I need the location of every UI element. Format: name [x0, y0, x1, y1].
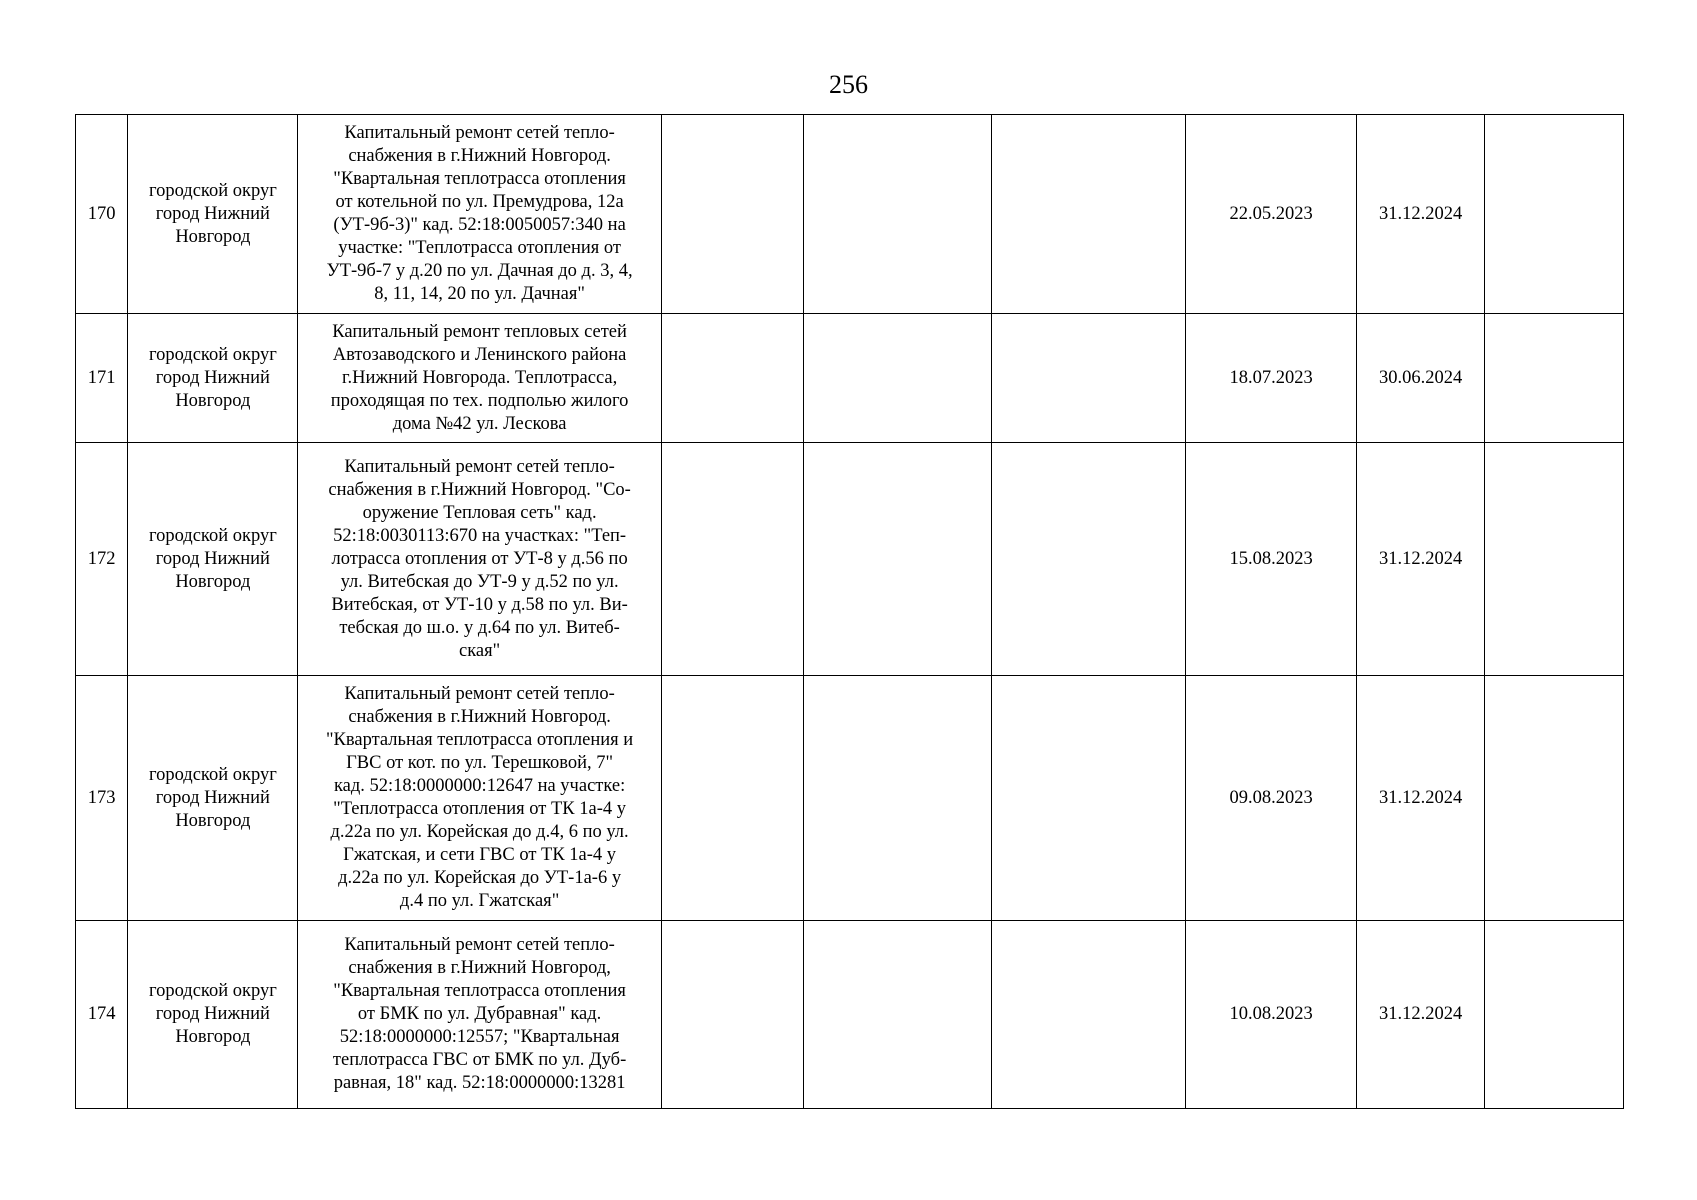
empty-cell: [991, 115, 1185, 314]
municipality-line: город Нижний: [155, 548, 270, 569]
description-line: д.4 по ул. Гжатская": [399, 891, 560, 911]
start-date-cell: 18.07.2023: [1186, 314, 1357, 443]
description-line: Автозаводского и Ленинского района: [332, 344, 627, 365]
municipality-line: город Нижний: [155, 367, 270, 388]
description-line: равная, 18" кад. 52:18:0000000:13281: [333, 1073, 626, 1093]
description-line: Капитальный ремонт сетей тепло-: [344, 684, 615, 704]
row-number-cell: 172: [76, 443, 128, 676]
description-cell: [298, 676, 661, 921]
end-date-cell: 30.06.2024: [1357, 314, 1485, 443]
description-line: участке: "Теплотрасса отопления от: [338, 238, 621, 258]
municipality-line: городской округ: [148, 981, 277, 1001]
description-line: "Квартальная теплотрасса отопления: [333, 981, 626, 1001]
table-row: [76, 676, 1624, 921]
end-date-cell: 31.12.2024: [1357, 676, 1485, 921]
empty-cell: [1485, 443, 1624, 676]
start-date-cell: 22.05.2023: [1186, 115, 1357, 314]
empty-cell: [661, 443, 803, 676]
municipality-line: городской округ: [148, 344, 277, 365]
end-date-cell: 31.12.2024: [1357, 443, 1485, 676]
table-body: [76, 115, 1624, 1109]
description-line: кад. 52:18:0000000:12647 на участке:: [333, 776, 626, 796]
table-row: [76, 443, 1624, 676]
empty-cell: [661, 115, 803, 314]
description-line: снабжения в г.Нижний Новгород.: [348, 707, 611, 727]
description-line: д.22а по ул. Корейская до д.4, 6 по ул.: [330, 822, 629, 842]
description-line: г.Нижний Новгорода. Теплотрасса,: [341, 367, 618, 388]
empty-cell: [991, 443, 1185, 676]
description-line: оружение Тепловая сеть" кад.: [362, 502, 597, 523]
start-date-cell: 10.08.2023: [1186, 921, 1357, 1109]
description-line: Капитальный ремонт сетей тепло-: [344, 123, 615, 143]
capital-repair-table: [75, 114, 1624, 1109]
row-number-cell: 171: [76, 314, 128, 443]
start-date-cell: 09.08.2023: [1186, 676, 1357, 921]
municipality-line: город Нижний: [155, 203, 270, 224]
empty-cell: [1485, 921, 1624, 1109]
description-cell: [298, 921, 661, 1109]
end-date-cell: 31.12.2024: [1357, 115, 1485, 314]
description-line: Капитальный ремонт тепловых сетей: [332, 321, 627, 342]
description-line: Капитальный ремонт сетей тепло-: [344, 456, 615, 477]
municipality-line: Новгород: [175, 226, 251, 247]
description-line: д.22а по ул. Корейская до УТ-1а-6 у: [338, 868, 622, 888]
empty-cell: [1485, 676, 1624, 921]
empty-cell: [661, 676, 803, 921]
description-line: ГВС от кот. по ул. Терешковой, 7": [346, 753, 614, 773]
empty-cell: [1485, 115, 1624, 314]
table-row: [76, 314, 1624, 443]
description-line: тебская до ш.о. у д.64 по ул. Витеб-: [339, 617, 620, 638]
row-number-cell: 173: [76, 676, 128, 921]
municipality-line: городской округ: [148, 180, 277, 201]
municipality-line: Новгород: [175, 571, 251, 592]
municipality-line: город Нижний: [155, 1004, 270, 1024]
description-line: снабжения в г.Нижний Новгород. "Со-: [328, 479, 631, 500]
table-row: [76, 921, 1624, 1109]
description-line: проходящая по тех. подполью жилого: [330, 390, 629, 411]
description-line: УТ-9б-7 у д.20 по ул. Дачная до д. 3, 4,: [326, 261, 633, 281]
row-number-cell: 170: [76, 115, 128, 314]
description-line: "Теплотрасса отопления от ТК 1а-4 у: [333, 799, 627, 819]
empty-cell: [991, 314, 1185, 443]
municipality-cell: [128, 314, 298, 443]
description-line: "Квартальная теплотрасса отопления: [333, 169, 626, 189]
empty-cell: [991, 921, 1185, 1109]
empty-cell: [991, 676, 1185, 921]
end-date-cell: 31.12.2024: [1357, 921, 1485, 1109]
description-cell: [298, 314, 661, 443]
description-line: 8, 11, 14, 20 по ул. Дачная": [374, 284, 585, 304]
municipality-cell: [128, 676, 298, 921]
description-line: лотрасса отопления от УТ-8 у д.56 по: [331, 548, 628, 569]
start-date-cell: 15.08.2023: [1186, 443, 1357, 676]
empty-cell: [803, 921, 991, 1109]
municipality-cell: [128, 921, 298, 1109]
description-line: теплотрасса ГВС от БМК по ул. Дуб-: [332, 1050, 627, 1070]
description-line: (УТ-9б-3)" кад. 52:18:0050057:340 на: [333, 215, 626, 235]
description-line: от БМК по ул. Дубравная" кад.: [357, 1004, 602, 1024]
empty-cell: [803, 314, 991, 443]
description-line: дома №42 ул. Лескова: [392, 413, 567, 434]
empty-cell: [803, 676, 991, 921]
description-line: от котельной по ул. Премудрова, 12а: [335, 192, 624, 212]
description-line: Гжатская, и сети ГВС от ТК 1а-4 у: [343, 845, 617, 865]
description-line: Капитальный ремонт сетей тепло-: [344, 935, 615, 955]
description-cell: [298, 443, 661, 676]
description-line: Витебская, от УТ-10 у д.58 по ул. Ви-: [331, 594, 628, 615]
municipality-cell: [128, 115, 298, 314]
empty-cell: [803, 443, 991, 676]
description-line: снабжения в г.Нижний Новгород.: [348, 146, 611, 166]
description-line: снабжения в г.Нижний Новгород,: [348, 958, 611, 978]
empty-cell: [661, 921, 803, 1109]
description-line: ская": [458, 640, 501, 661]
row-number-cell: 174: [76, 921, 128, 1109]
description-cell: [298, 115, 661, 314]
municipality-line: город Нижний: [155, 787, 270, 808]
description-line: ул. Витебская до УТ-9 у д.52 по ул.: [340, 571, 619, 592]
municipality-line: Новгород: [175, 810, 251, 831]
description-line: 52:18:0000000:12557; "Квартальная: [339, 1027, 620, 1047]
description-line: "Квартальная теплотрасса отопления и: [326, 730, 634, 750]
municipality-line: городской округ: [148, 525, 277, 546]
description-line: 52:18:0030113:670 на участках: "Теп-: [333, 525, 627, 546]
page-number: 256: [829, 70, 868, 99]
municipality-line: Новгород: [175, 1027, 251, 1047]
empty-cell: [803, 115, 991, 314]
municipality-cell: [128, 443, 298, 676]
municipality-line: городской округ: [148, 764, 277, 785]
empty-cell: [661, 314, 803, 443]
municipality-line: Новгород: [175, 390, 251, 411]
table-row: [76, 115, 1624, 314]
empty-cell: [1485, 314, 1624, 443]
